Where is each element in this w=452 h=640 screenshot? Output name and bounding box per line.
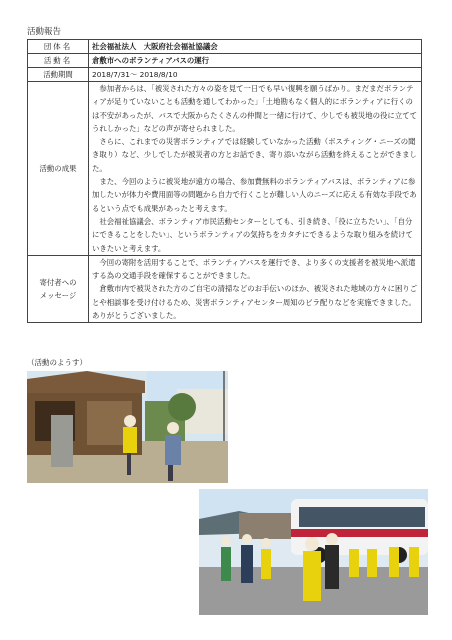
- value-activity-period: 2018/7/31～ 2018/8/10: [89, 68, 422, 82]
- activity-photo-house-image: [27, 371, 228, 483]
- results-paragraph: さらに、これまでの災害ボランティアでは経験していなかった活動（ボスティング・ニーズの聞き取り）など、少しでしたが被災者の方とお話でき、寄り添いながら活動を終えることができました。: [92, 137, 417, 173]
- results-paragraph: 参加者からは、「被災された方々の姿を見て一日でも早い復興を願うばかり。まだまだボランティアが足りていないことも活動を通してわかった」「土地勘もなく個人的にボランティアに行くのは不安があったが、バスで大阪からたくさんの仲間と一緒に行けて、少しでも被災地の役に立ててうれしかった」などの声が寄せられました。: [92, 84, 417, 133]
- activity-photo-house: [27, 371, 228, 483]
- label-message-line2: メッセージ: [39, 291, 77, 301]
- value-activity-name: 倉敷市へのボランティアバスの運行: [89, 54, 422, 68]
- label-activity-period: 活動期間: [28, 68, 89, 82]
- row-activity-name: [28, 54, 422, 68]
- label-results: 活動の成果: [28, 82, 89, 256]
- label-message: [28, 255, 89, 322]
- row-message: [28, 255, 422, 322]
- value-organization: 社会福祉法人 大阪府社会福祉協議会: [89, 40, 422, 54]
- message-text: [89, 255, 422, 322]
- results-text: [89, 82, 422, 256]
- results-paragraph: 社会福祉協議会、ボランティア市民活動センターとしても、引き続き、「役に立ちたい」、「自分にできることをしたい」、というボランティアの気持ちをカタチにできるような取り組みを続けていきたいと考えます。: [92, 216, 413, 253]
- results-paragraph: また、今回のように被災地が遠方の場合、参加費無料のボランティアバスは、ボランティアに参加したいが体力や費用面等の問題から自力で行くことが難しい人のニーズに応える有効な手段であるという点でも成果があったと考えます。: [92, 177, 417, 213]
- message-paragraph: 倉敷市内で被災された方のご自宅の清掃などのお手伝いのほか、被災された地域の方々に困りごとや相談事を受け付けるため、災害ボランティアセンター周知のビラ配りなどを実施できました。ありがとうございました。: [92, 284, 418, 321]
- message-paragraph: 今回の寄附を活用することで、ボランティアバスを運行でき、より多くの支援者を被災地へ派遣する為の交通手段を確保することができました。: [92, 257, 416, 281]
- label-message-line1: 寄付者への: [39, 278, 77, 288]
- row-organization: [28, 40, 422, 54]
- activity-photo-bus: [199, 489, 428, 615]
- row-activity-period: [28, 68, 422, 82]
- photos-caption: （活動のようす）: [27, 358, 87, 367]
- activity-photo-bus-image: [199, 489, 428, 615]
- report-table: [27, 39, 422, 323]
- label-organization: 団体名: [28, 40, 89, 54]
- label-activity-name: 活動名: [28, 54, 89, 68]
- report-heading: 活動報告: [27, 27, 62, 37]
- row-results: [28, 82, 422, 256]
